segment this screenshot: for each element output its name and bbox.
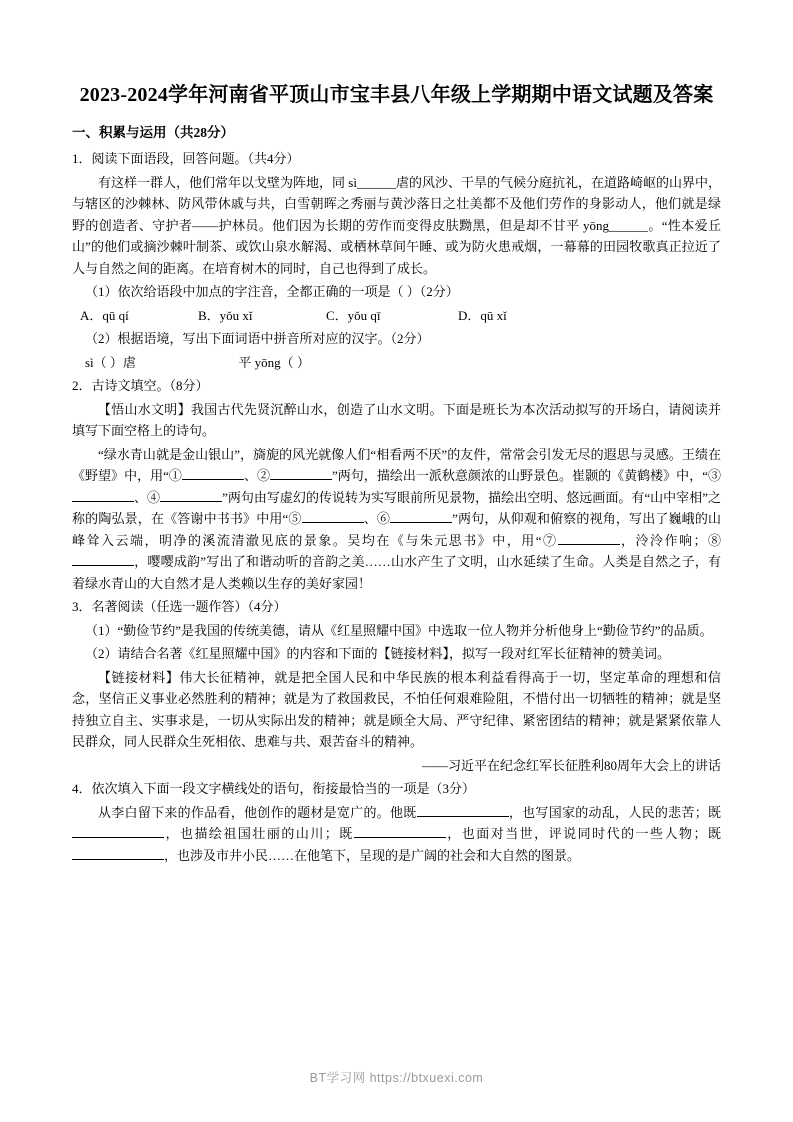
q4-blank-4 xyxy=(72,859,164,860)
q4-blank-2 xyxy=(72,837,164,838)
question-3-sub1: （1）“勤俭节约”是我国的传统美德，请从《红星照耀中国》中选取一位人物并分析他身上“勤俭节约”的品质。 xyxy=(85,622,713,638)
q4-seg-e: ，也涉及市井小民……在他笔下，呈现的是广阔的社会和大自然的图景。 xyxy=(164,847,581,863)
q4-seg-a: 从李白留下来的作品看，他创作的题材是宽广的。他既 xyxy=(98,804,417,820)
fill-blank-2 xyxy=(270,479,332,480)
question-3-stem: 3．名著阅读（任选一题作答）（4分） xyxy=(72,599,287,614)
q2-seg-b: 、② xyxy=(243,468,270,483)
question-1-answer-line xyxy=(72,352,721,374)
question-4-stem: 4．依次填入下面一段文字横线处的语句，衔接最恰当的一项是（3分） xyxy=(72,781,476,796)
page-title: 2023-2024学年河南省平顶山市宝丰县八年级上学期期中语文试题及答案 xyxy=(79,84,714,106)
answer-right: 平 yōng（ ） xyxy=(238,354,310,370)
q2-seg-g: ”两句，从仰观和俯察的视角，写出了巍峨的山峰耸入云端，明净的溪流清澈见底的景象。吴均在《与朱元思书》中，用“⑦ xyxy=(72,511,721,548)
question-1-body: 有这样一群人，他们常年以戈壁为阵地，同 sì______虐的风沙、干旱的气候分庭抗礼，在道路崎岖的山界中，与辖区的沙棘林、防风带休戚与共，白雪朝晖之秀丽与黄沙落日之壮美都不及他们劳作的身影动人，他们就是绿野的创造者、守护者——护林员。他们因为长期的劳作而变得皮肤黝黑，但是却不甘平 yōng______。“性本爱丘山”的他们或摘沙棘叶制茶、或饮山泉水解渴、或栖林草间午睡、或为防火患戒烟，一幕幕的田园牧歌真正拉近了人与自然之间的距离。在培育树木的同时，自己也得到了成长。 xyxy=(72,174,721,276)
question-1-sub2: （2）根据语境，写出下面词语中拼音所对应的汉字。（2分） xyxy=(85,331,430,346)
q4-blank-3 xyxy=(354,837,446,838)
fill-blank-4 xyxy=(160,501,222,502)
question-1-stem: 1．阅读下面语段，回答问题。（共4分） xyxy=(72,151,300,166)
q4-seg-b: ，也写国家的动乱，人民的悲苦；既 xyxy=(508,804,721,820)
q4-blank-1 xyxy=(417,816,509,817)
question-3-attribution: ——习近平在纪念红军长征胜利80周年大会上的讲话 xyxy=(421,757,721,773)
section-heading: 一、积累与运用（共28分） xyxy=(72,125,234,140)
option-c: C．yǒu qī xyxy=(326,307,381,323)
option-d: D．qū xǐ xyxy=(458,307,507,323)
fill-blank-1 xyxy=(182,479,244,480)
fill-blank-7 xyxy=(558,544,620,545)
q2-seg-i: ，嘤嘤成韵”写出了和谐动听的音韵之美……山水产生了文明，山水延续了生命。人类是自然之子，有着绿水青山的大自然才是人类赖以生存的美好家园！ xyxy=(72,554,721,591)
question-3-material: 【链接材料】伟大长征精神，就是把全国人民和中华民族的根本利益看得高于一切，坚定革命的理想和信念，坚信正义事业必然胜利的精神；就是为了救国救民，不怕任何艰难险阻，不惜付出一切牺牲的精神；就是坚持独立自主、实事求是，一切从实际出发的精神；就是顾全大局、严守纪律、紧密团结的精神；就是紧紧依靠人民群众，同人民群众生死相依、患难与共、艰苦奋斗的精神。 xyxy=(72,669,721,749)
q2-seg-a: “绿水青山就是金山银山”，旖旎的风光就像人们“相看两不厌”的友件，常常会引发无尽的遐思与灵感。王绩在《野望》中，用“① xyxy=(72,446,721,483)
fill-blank-5 xyxy=(302,522,364,523)
q2-seg-h: ，泠泠作响；⑧ xyxy=(619,532,721,548)
question-2-para1: 【悟山水文明】我国古代先贤沉醉山水，创造了山水文明。下面是班长为本次活动拟写的开场白，请阅读并填写下面空格上的诗句。 xyxy=(72,401,721,438)
q4-seg-d: ，也面对当世，评说同时代的一些人物；既 xyxy=(445,826,721,841)
question-3-sub2: （2）请结合名著《红星照耀中国》的内容和下面的【链接材料】，拟写一段对红军长征精神的赞美词。 xyxy=(85,646,671,661)
question-4-body xyxy=(72,802,721,867)
question-2-stem: 2．古诗文填空。（8分） xyxy=(72,378,209,393)
footer-watermark: BT学习网 https://btxuexi.com xyxy=(309,1071,484,1085)
q2-seg-e: ”两句由写虚幻的传说转为实写眼前所见景物，描绘出空明、悠远画面。有“山中宰相”之称的陶弘景，在《答谢中书书》中用“⑤ xyxy=(72,489,721,526)
question-1-sub1: （1）依次给语段中加点的字注音，全都正确的一项是（ ）（2分） xyxy=(85,284,459,299)
q2-seg-d: 、④ xyxy=(134,489,161,505)
answer-left: sì（ ）虐 xyxy=(85,354,136,370)
option-b: B．yǒu xǐ xyxy=(198,307,253,323)
fill-blank-3 xyxy=(72,501,134,502)
option-a: A．qū qí xyxy=(80,307,129,323)
q2-seg-c: ”两句，描绘出一派秋意颜浓的山野景色。崔颢的《黄鹤楼》中，“③ xyxy=(331,468,721,483)
q4-seg-c: ，也描绘祖国壮丽的山川；既 xyxy=(164,826,354,841)
fill-blank-6 xyxy=(390,522,452,523)
fill-blank-8 xyxy=(72,565,134,566)
q2-seg-f: 、⑥ xyxy=(363,511,391,526)
question-1-options xyxy=(72,305,721,327)
question-2-para2 xyxy=(72,444,721,595)
